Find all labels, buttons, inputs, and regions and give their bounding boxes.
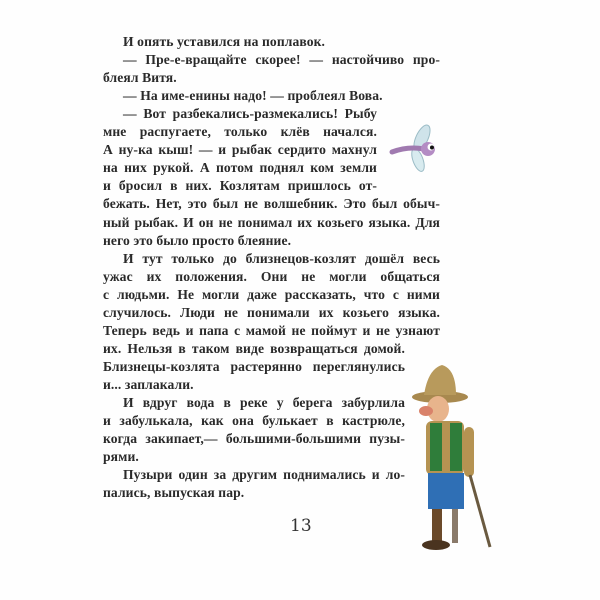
text-line: их. Нельзя в таком виде возвращаться домой. xyxy=(103,340,405,356)
text-line: мне распугаете, только клёв начался. xyxy=(103,124,377,140)
text-line: — Пре-е-вращайте скорее! — настойчиво про- xyxy=(123,52,440,68)
text-line: и забулькала, как она булькает в кастрюле, xyxy=(103,413,405,429)
dragonfly-illustration xyxy=(388,120,448,180)
text-line: И вдруг вода в реке у берега забурлила xyxy=(123,395,405,410)
text-line: Близнецы-козлята растерянно переглянулись xyxy=(103,358,405,374)
text-line: ный рыбак. И он не понимал их козьего языка. Для xyxy=(103,214,440,230)
text-line: рями. xyxy=(103,449,139,465)
text-line: него это было просто блеяние. xyxy=(103,232,292,248)
text-line: случилось. Люди не понимали их козьего языка. xyxy=(103,304,440,320)
text-line: пались, выпуская пар. xyxy=(103,485,245,501)
text-line: Теперь ведь и папа с мамой не поймут и не узнают xyxy=(103,322,440,338)
text-line: А ну-ка кыш! — и рыбак сердито махнул xyxy=(103,142,377,158)
page-number: 13 xyxy=(290,516,312,536)
text-line: с людьми. Не могли даже рассказать, что с ними xyxy=(103,286,440,302)
text-line: И опять уставился на поплавок. xyxy=(123,34,326,49)
text-line: на них рукой. А потом поднял ком земли xyxy=(103,160,377,176)
text-line: — Вот разбекались-размекались! Рыбу xyxy=(123,106,377,122)
text-line: и бросил в них. Козлятам пришлось от- xyxy=(103,178,377,194)
text-line: блеял Витя. xyxy=(103,70,177,86)
text-line: бежать. Нет, это был не волшебник. Это был обыч- xyxy=(103,196,440,212)
text-line: когда закипает,— большими-большими пузы- xyxy=(103,431,405,447)
text-line: Пузыри один за другим поднимались и ло- xyxy=(123,467,405,483)
text-line: и... заплакали. xyxy=(103,376,194,392)
text-line: ужас их положения. Они не могли общаться xyxy=(103,268,440,284)
text-line: — На име-енины надо! — проблеял Вова. xyxy=(123,88,383,104)
text-line: И тут только до близнецов-козлят дошёл весь xyxy=(123,250,440,266)
fisherman-illustration xyxy=(402,355,502,555)
